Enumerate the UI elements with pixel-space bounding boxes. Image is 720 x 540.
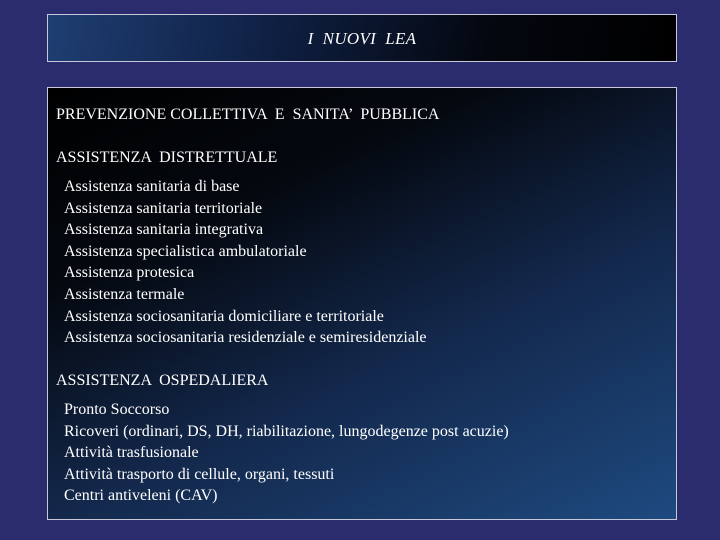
list-item: Pronto Soccorso <box>64 401 170 418</box>
section-heading-ospedaliera: ASSISTENZA OSPEDALIERA <box>56 372 269 389</box>
list-item: Ricoveri (ordinari, DS, DH, riabilitazione, lungodegenze post acuzie) <box>64 422 509 440</box>
list-item: Assistenza specialistica ambulatoriale <box>64 242 307 260</box>
list-item: Assistenza termale <box>64 285 185 303</box>
list-item: Assistenza sociosanitaria residenziale e semiresidenziale <box>64 329 427 347</box>
section-heading-prevenzione: PREVENZIONE COLLETTIVA E SANITA’ PUBBLICA <box>56 106 440 123</box>
section-heading-distrettuale: ASSISTENZA DISTRETTUALE <box>56 149 278 166</box>
list-item: Assistenza sanitaria di base <box>64 178 240 195</box>
distrettuale-list <box>64 176 427 349</box>
list-item: Centri antiveleni (CAV) <box>64 487 218 505</box>
list-item: Attività trasporto di cellule, organi, tessuti <box>64 465 335 483</box>
slide-title: I NUOVI LEA <box>307 29 417 48</box>
list-item: Attività trasfusionale <box>64 444 199 462</box>
slide-content-box <box>47 87 677 520</box>
ospedaliera-list <box>64 399 509 507</box>
slide-title-box <box>47 14 677 62</box>
list-item: Assistenza sanitaria integrativa <box>64 221 264 239</box>
list-item: Assistenza sanitaria territoriale <box>64 199 263 217</box>
list-item: Assistenza sociosanitaria domiciliare e territoriale <box>64 307 384 325</box>
list-item: Assistenza protesica <box>64 264 195 282</box>
